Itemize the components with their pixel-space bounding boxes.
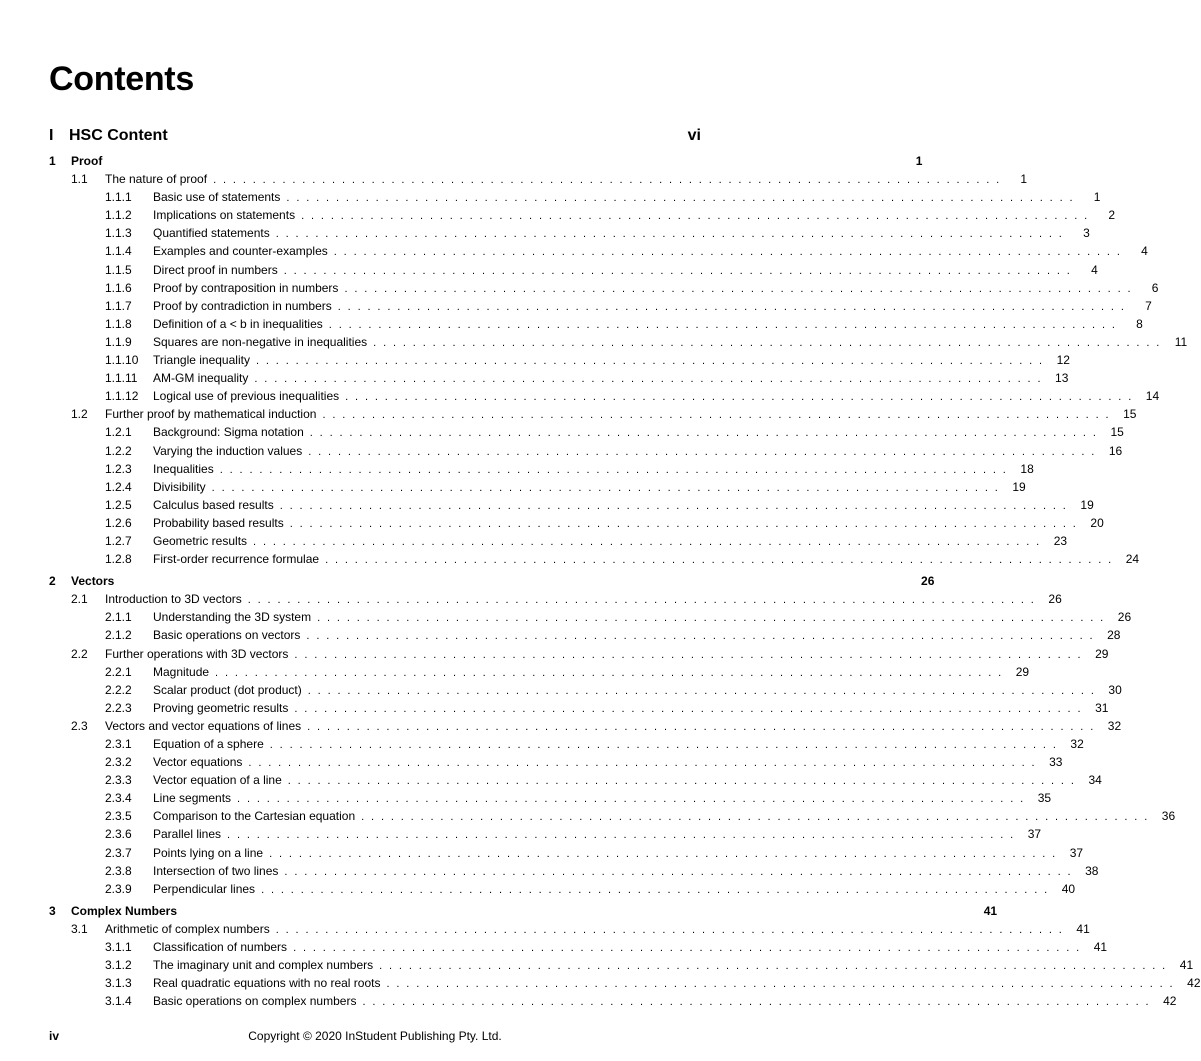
toc-subsection-entry[interactable] — [49, 626, 1121, 644]
toc-chapter-entry[interactable] — [49, 902, 998, 920]
dot-leader: . . . . . . . . . . . . . . . . . . . . . . . . . . . . . . . . . . . . . . . . . . . . . . . . . . . . . . . . . . . . . . . . . . . . . . . . . . . . . . . . — [237, 793, 1026, 806]
toc-subsection-entry[interactable] — [49, 442, 1123, 460]
toc-entry-page: 16 — [1108, 443, 1123, 458]
toc-subsection-entry[interactable] — [49, 242, 1148, 260]
toc-entry-page: 1 — [1093, 190, 1101, 205]
toc-entry-title: Varying the induction values — [153, 443, 303, 458]
toc-entry-title: Background: Sigma notation — [153, 425, 304, 440]
dot-leader: . . . . . . . . . . . . . . . . . . . . . . . . . . . . . . . . . . . . . . . . . . . . . . . . . . . . . . . . . . . . . . . . . . . . . . . . . . . . . . . . — [361, 811, 1150, 824]
toc-entry-number: 3.1 — [71, 921, 88, 936]
toc-entry-title: Calculus based results — [153, 497, 274, 512]
dot-leader: . . . . . . . . . . . . . . . . . . . . . . . . . . . . . . . . . . . . . . . . . . . . . . . . . . . . . . . . . . . . . . . . . . . . . . . . . . . . . . . . — [322, 409, 1111, 422]
toc-entry-number: 2.3.8 — [105, 863, 132, 878]
dot-leader: . . . . . . . . . . . . . . . . . . . . . . . . . . . . . . . . . . . . . . . . . . . . . . . . . . . . . . . . . . . . . . . . . . . . . . . . . . . . . . . . — [286, 192, 1075, 205]
toc-entry-title: Logical use of previous inequalities — [153, 389, 340, 404]
dot-leader: . . . . . . . . . . . . . . . . . . . . . . . . . . . . . . . . . . . . . . . . . . . . . . . . . . . . . . . . . . . . . . . . . . . . . . . . . . . . . . . . — [333, 246, 1122, 259]
toc-subsection-entry[interactable] — [49, 224, 1090, 242]
toc-entry-title: Understanding the 3D system — [153, 610, 312, 625]
toc-entry-page: 41 — [1076, 921, 1090, 936]
toc-entry-number: 2.3.2 — [105, 755, 132, 770]
toc-subsection-entry[interactable] — [49, 333, 1188, 351]
dot-leader: . . . . . . . . . . . . . . . . . . . . . . . . . . . . . . . . . . . . . . . . . . . . . . . . . . . . . . . . . . . . . . . . . . . . . . . . . . . . . . . . — [248, 757, 1037, 770]
toc-entry-title: Implications on statements — [153, 208, 296, 223]
toc-entry-page: 26 — [1048, 592, 1062, 607]
dot-leader: . . . . . . . . . . . . . . . . . . . . . . . . . . . . . . . . . . . . . . . . . . . . . . . . . . . . . . . . . . . . . . . . . . . . . . . . . . . . . . . . — [269, 739, 1058, 751]
toc-entry-title: Vectors — [71, 574, 115, 589]
toc-entry-page: 26 — [1117, 610, 1132, 625]
toc-entry-number: 2.3.5 — [105, 809, 132, 824]
toc-entry-page: 12 — [1056, 353, 1070, 368]
toc-entry-title: Triangle inequality — [153, 353, 250, 368]
toc-subsection-entry[interactable] — [49, 532, 1068, 550]
toc-entry-number: 1.1.10 — [105, 353, 139, 368]
toc-entry-title: Arithmetic of complex numbers — [105, 921, 270, 936]
toc-entry-page: 42 — [1163, 994, 1177, 1009]
dot-leader: . . . . . . . . . . . . . . . . . . . . . . . . . . . . . . . . . . . . . . . . . . . . . . . . . . . . . . . . . . . . . . . . . . . . . . . . . . . . . . . . — [293, 942, 1082, 955]
toc-subsection-entry[interactable] — [49, 880, 1076, 898]
toc-entry-page: 29 — [1015, 664, 1030, 679]
toc-subsection-entry[interactable] — [49, 956, 1194, 974]
toc-entry-title: Basic operations on complex numbers — [153, 994, 357, 1009]
copyright-notice: Copyright © 2020 InStudent Publishing Pty. Ltd. — [248, 1029, 502, 1043]
toc-entry-page: 4 — [1091, 262, 1098, 277]
toc-entry-title: Vectors and vector equations of lines — [105, 718, 302, 733]
dot-leader: . . . . . . . . . . . . . . . . . . . . . . . . . . . . . . . . . . . . . . . . . . . . . . . . . . . . . . . . . . . . . . . . . . . . . . . . . . . . . . . . — [213, 174, 1002, 187]
toc-entry-page: 36 — [1161, 809, 1176, 824]
toc-entry-number: 1.2.2 — [105, 443, 132, 458]
dot-leader: . . . . . . . . . . . . . . . . . . . . . . . . . . . . . . . . . . . . . . . . . . . . . . . . . . . . . . . . . . . . . . . . . . . . . . . . . . . . . . . . — [247, 594, 1036, 607]
dot-leader: . . . . . . . . . . . . . . . . . . . . . . . . . . . . . . . . . . . . . . . . . . . . . . . . . . . . . . . . . . . . . . . . . . . . . . . . . . . . . . . . — [279, 499, 1068, 512]
dot-leader: . . . . . . . . . . . . . . . . . . . . . . . . . . . . . . . . . . . . . . . . . . . . . . . . . . . . . . . . . . . . . . . . . . . . . . . . . . . . . . . . — [294, 702, 1083, 715]
toc-subsection-entry[interactable] — [49, 206, 1116, 224]
toc-entry-number: 1.1.6 — [105, 280, 132, 295]
toc-section-entry[interactable] — [49, 645, 1109, 663]
toc-entry-page: 30 — [1108, 682, 1122, 697]
dot-leader: . . . . . . . . . . . . . . . . . . . . . . . . . . . . . . . . . . . . . . . . . . . . . . . . . . . . . . . . . . . . . . . . . . . . . . . . . . . . . . . . — [325, 554, 1114, 567]
toc-entry-page: 28 — [1107, 628, 1121, 643]
toc-subsection-entry[interactable] — [49, 261, 1098, 279]
toc-entry-page: 20 — [1090, 515, 1104, 530]
toc-entry-number: 2.3.3 — [105, 773, 132, 788]
toc-entry-page: 32 — [1070, 737, 1084, 751]
dot-leader: . . . . . . . . . . . . . . . . . . . . . . . . . . . . . . . . . . . . . . . . . . . . . . . . . . . . . . . . . . . . . . . . . . . . . . . . . . . . . . . . — [362, 996, 1151, 1009]
toc-entry-page: 42 — [1187, 976, 1201, 991]
toc-entry-title: Intersection of two lines — [153, 863, 279, 878]
toc-entry-number: 2.3.7 — [105, 845, 132, 860]
dot-leader: . . . . . . . . . . . . . . . . . . . . . . . . . . . . . . . . . . . . . . . . . . . . . . . . . . . . . . . . . . . . . . . . . . . . . . . . . . . . . . . . — [255, 355, 1044, 368]
toc-subsection-entry[interactable] — [49, 807, 1176, 825]
toc-entry-title: Comparison to the Cartesian equation — [153, 809, 356, 824]
toc-entry-title: Parallel lines — [153, 827, 222, 842]
toc-entry-title: Equation of a sphere — [153, 737, 264, 751]
toc-chapter-entry[interactable] — [49, 152, 923, 170]
toc-entry-number: 1.2.8 — [105, 552, 132, 567]
toc-subsection-entry[interactable] — [49, 974, 1201, 992]
toc-entry-title: AM-GM inequality — [153, 371, 249, 386]
dot-leader: . . . . . . . . . . . . . . . . . . . . . . . . . . . . . . . . . . . . . . . . . . . . . . . . . . . . . . . . . . . . . . . . . . . . . . . . . . . . . . . . — [275, 228, 1064, 241]
toc-entry-number: 1.1.9 — [105, 334, 132, 349]
dot-leader: . . . . . . . . . . . . . . . . . . . . . . . . . . . . . . . . . . . . . . . . . . . . . . . . . . . . . . . . . . . . . . . . . . . . . . . . . . . . . . . . — [287, 775, 1076, 788]
dot-leader: . . . . . . . . . . . . . . . . . . . . . . . . . . . . . . . . . . . . . . . . . . . . . . . . . . . . . . . . . . . . . . . . . . . . . . . . . . . . . . . . — [283, 264, 1072, 277]
toc-subsection-entry[interactable] — [49, 369, 1069, 387]
toc-entry-number: 2.3.9 — [105, 881, 132, 896]
toc-entry-page: 38 — [1085, 863, 1099, 878]
toc-entry-page: 24 — [1125, 552, 1140, 567]
toc-entry-page: 37 — [1069, 845, 1084, 860]
toc-entry-title: Geometric results — [153, 533, 248, 548]
toc-entry-page: 26 — [921, 574, 935, 589]
dot-leader: . . . . . . . . . . . . . . . . . . . . . . . . . . . . . . . . . . . . . . . . . . . . . . . . . . . . . . . . . . . . . . . . . . . . . . . . . . . . . . . . — [294, 648, 1083, 661]
toc-entry-page: 37 — [1027, 827, 1042, 842]
toc-entry-page: 23 — [1053, 533, 1068, 548]
toc-entry-page: 41 — [983, 903, 998, 918]
page-footer — [49, 1029, 701, 1043]
toc-subsection-entry[interactable] — [49, 938, 1108, 956]
toc-entry-title: Basic operations on vectors — [153, 628, 301, 643]
toc-entry-page: 33 — [1049, 755, 1063, 770]
toc-entry-number: 1.1.3 — [105, 226, 132, 241]
toc-entry-page: 8 — [1136, 316, 1143, 331]
toc-entry-page: 2 — [1108, 208, 1116, 223]
toc-entry-page: 40 — [1061, 881, 1076, 896]
toc-entry-page: 13 — [1055, 371, 1069, 386]
toc-subsection-entry[interactable] — [49, 825, 1042, 843]
toc-entry-number: 1.2.4 — [105, 479, 132, 494]
toc-entry-title: Basic use of statements — [153, 190, 281, 205]
part-page: vi — [687, 127, 701, 144]
toc-entry-title: Points lying on a line — [153, 845, 264, 860]
toc-entry-title: Perpendicular lines — [153, 881, 256, 896]
toc-entry-number: 2.1.1 — [105, 610, 132, 625]
dot-leader: . . . . . . . . . . . . . . . . . . . . . . . . . . . . . . . . . . . . . . . . . . . . . . . . . . . . . . . . . . . . . . . . . . . . . . . . . . . . . . . . — [386, 978, 1175, 991]
toc-entry-number: 3.1.3 — [105, 976, 132, 991]
toc-entry-number: 1 — [49, 154, 56, 168]
part-heading — [49, 127, 701, 145]
dot-leader: . . . . . . . . . . . . . . . . . . . . . . . . . . . . . . . . . . . . . . . . . . . . . . . . . . . . . . . . . . . . . . . . . . . . . . . . . . . . . . . . — [275, 923, 1064, 936]
toc-entry-title: Further proof by mathematical induction — [105, 407, 317, 422]
dot-leader: . . . . . . . . . . . . . . . . . . . . . . . . . . . . . . . . . . . . . . . . . . . . . . . . . . . . . . . . . . . . . . . . . . . . . . . . . . . . . . . . — [344, 282, 1133, 295]
dot-leader: . . . . . . . . . . . . . . . . . . . . . . . . . . . . . . . . . . . . . . . . . . . . . . . . . . . . . . . . . . . . . . . . . . . . . . . . . . . . . . . . — [253, 535, 1042, 548]
toc-entry-page: 19 — [1012, 479, 1026, 494]
dot-leader: . . . . . . . . . . . . . . . . . . . . . . . . . . . . . . . . . . . . . . . . . . . . . . . . . . . . . . . . . . . . . . . . . . . . . . . . . . . . . . . . — [219, 463, 1008, 476]
toc-entry-title: Classification of numbers — [153, 940, 288, 955]
toc-entry-number: 3.1.2 — [105, 958, 132, 973]
toc-entry-page: 3 — [1083, 226, 1090, 241]
toc-entry-title: Complex Numbers — [71, 903, 178, 918]
toc-subsection-entry[interactable] — [49, 315, 1143, 333]
toc-entry-page: 35 — [1037, 791, 1052, 806]
toc-entry-number: 1.2.1 — [105, 425, 132, 440]
toc-entry-number: 1.1 — [71, 172, 88, 187]
toc-subsection-entry[interactable] — [49, 351, 1070, 369]
dot-leader: . . . . . . . . . . . . . . . . . . . . . . . . . . . . . . . . . . . . . . . . . . . . . . . . . . . . . . . . . . . . . . . . . . . . . . . . . . . . . . . . — [337, 300, 1126, 313]
dot-leader: . . . . . . . . . . . . . . . . . . . . . . . . . . . . . . . . . . . . . . . . . . . . . . . . . . . . . . . . . . . . . . . . . . . . . . . . . . . . . . . . — [317, 612, 1106, 625]
toc-entry-title: Direct proof in numbers — [153, 262, 278, 277]
toc-entry-number: 3.1.1 — [105, 940, 132, 955]
toc-entry-page: 7 — [1145, 298, 1152, 313]
dot-leader: . . . . . . . . . . . . . . . . . . . . . . . . . . . . . . . . . . . . . . . . . . . . . . . . . . . . . . . . . . . . . . . . . . . . . . . . . . . . . . . . — [269, 847, 1058, 860]
toc-entry-title: Proof — [71, 154, 103, 168]
toc-entry-number: 2.3 — [71, 718, 88, 733]
toc-entry-page: 41 — [1179, 958, 1194, 973]
toc-entry-title: Definition of a < b in inequalities — [153, 316, 323, 331]
toc-subsection-entry[interactable] — [49, 992, 1177, 1010]
toc-entry-number: 1.1.2 — [105, 208, 132, 223]
dot-leader: . . . . . . . . . . . . . . . . . . . . . . . . . . . . . . . . . . . . . . . . . . . . . . . . . . . . . . . . . . . . . . . . . . . . . . . . . . . . . . . . — [328, 318, 1117, 331]
toc-entry-number: 2.3.4 — [105, 791, 132, 806]
toc-entry-number: 1.1.4 — [105, 244, 132, 259]
toc-section-entry[interactable] — [49, 717, 1122, 735]
dot-leader: . . . . . . . . . . . . . . . . . . . . . . . . . . . . . . . . . . . . . . . . . . . . . . . . . . . . . . . . . . . . . . . . . . . . . . . . . . . . . . . . — [307, 684, 1096, 697]
toc-subsection-entry[interactable] — [49, 789, 1052, 807]
toc-entry-page: 15 — [1123, 407, 1137, 422]
toc-entry-page: 41 — [1093, 940, 1108, 955]
toc-entry-title: Line segments — [153, 791, 232, 806]
toc-subsection-entry[interactable] — [49, 862, 1099, 880]
toc-entry-number: 1.1.12 — [105, 389, 139, 404]
toc-entry-title: Squares are non-negative in inequalities — [153, 334, 368, 349]
toc-subsection-entry[interactable] — [49, 844, 1084, 862]
toc-entry-number: 1.1.8 — [105, 316, 132, 331]
toc-entry-page: 4 — [1141, 244, 1148, 259]
toc-section-entry[interactable] — [49, 405, 1137, 423]
toc-subsection-entry[interactable] — [49, 735, 1084, 753]
toc-entry-number: 1.1.1 — [105, 190, 132, 205]
dot-leader: . . . . . . . . . . . . . . . . . . . . . . . . . . . . . . . . . . . . . . . . . . . . . . . . . . . . . . . . . . . . . . . . . . . . . . . . . . . . . . . . — [211, 481, 1000, 494]
toc-subsection-entry[interactable] — [49, 663, 1030, 681]
dot-leader: . . . . . . . . . . . . . . . . . . . . . . . . . . . . . . . . . . . . . . . . . . . . . . . . . . . . . . . . . . . . . . . . . . . . . . . . . . . . . . . . — [345, 391, 1134, 404]
toc-entry-number: 1.2.6 — [105, 515, 132, 530]
table-of-contents — [49, 152, 1201, 1010]
toc-entry-title: The imaginary unit and complex numbers — [153, 958, 374, 973]
toc-entry-number: 2.1 — [71, 592, 88, 607]
toc-entry-number: 2 — [49, 574, 56, 589]
toc-entry-page: 31 — [1095, 700, 1109, 715]
toc-subsection-entry[interactable] — [49, 608, 1132, 626]
toc-entry-title: Vector equations — [153, 755, 243, 770]
toc-entry-title: Inequalities — [153, 461, 214, 476]
toc-entry-page: 6 — [1151, 280, 1159, 295]
toc-entry-number: 1.2 — [71, 407, 88, 422]
toc-entry-number: 1.2.7 — [105, 533, 132, 548]
dot-leader: . . . . . . . . . . . . . . . . . . . . . . . . . . . . . . . . . . . . . . . . . . . . . . . . . . . . . . . . . . . . . . . . . . . . . . . . . . . . . . . . — [284, 865, 1073, 878]
toc-entry-title: Vector equation of a line — [153, 773, 282, 788]
dot-leader: . . . . . . . . . . . . . . . . . . . . . . . . . . . . . . . . . . . . . . . . . . . . . . . . . . . . . . . . . . . . . . . . . . . . . . . . . . . . . . . . — [301, 210, 1090, 223]
toc-entry-page: 11 — [1174, 334, 1188, 349]
toc-entry-title: Examples and counter-examples — [153, 244, 328, 259]
toc-subsection-entry[interactable] — [49, 550, 1140, 568]
toc-entry-title: Scalar product (dot product) — [153, 682, 302, 697]
toc-subsection-entry[interactable] — [49, 460, 1034, 478]
toc-entry-page: 29 — [1095, 646, 1109, 661]
toc-entry-number: 1.1.7 — [105, 298, 132, 313]
toc-entry-title: Proving geometric results — [153, 700, 289, 715]
toc-entry-number: 1.1.5 — [105, 262, 132, 277]
toc-entry-title: Proof by contraposition in numbers — [153, 280, 339, 295]
toc-entry-number: 1.2.3 — [105, 461, 132, 476]
toc-chapter-entry[interactable] — [49, 572, 935, 590]
toc-entry-number: 1.2.5 — [105, 497, 132, 512]
toc-subsection-entry[interactable] — [49, 514, 1104, 532]
toc-entry-page: 18 — [1020, 461, 1034, 476]
toc-subsection-entry[interactable] — [49, 771, 1102, 789]
dot-leader: . . . . . . . . . . . . . . . . . . . . . . . . . . . . . . . . . . . . . . . . . . . . . . . . . . . . . . . . . . . . . . . . . . . . . . . . . . . . . . . . — [227, 829, 1016, 842]
dot-leader: . . . . . . . . . . . . . . . . . . . . . . . . . . . . . . . . . . . . . . . . . . . . . . . . . . . . . . . . . . . . . . . . . . . . . . . . . . . . . . . . — [308, 445, 1097, 458]
toc-entry-page: 19 — [1080, 497, 1094, 512]
toc-entry-number: 2.3.6 — [105, 827, 132, 842]
toc-entry-number: 1.1.11 — [105, 371, 138, 386]
toc-entry-number: 2.2.2 — [105, 682, 132, 697]
toc-entry-page: 1 — [915, 154, 923, 168]
toc-subsection-entry[interactable] — [49, 699, 1109, 717]
toc-entry-number: 2.2.1 — [105, 664, 132, 679]
toc-entry-number: 2.1.2 — [105, 628, 132, 643]
toc-subsection-entry[interactable] — [49, 387, 1160, 405]
dot-leader: . . . . . . . . . . . . . . . . . . . . . . . . . . . . . . . . . . . . . . . . . . . . . . . . . . . . . . . . . . . . . . . . . . . . . . . . . . . . . . . . — [261, 883, 1050, 896]
part-number: I — [49, 127, 54, 144]
toc-subsection-entry[interactable] — [49, 496, 1094, 514]
toc-subsection-entry[interactable] — [49, 188, 1101, 206]
dot-leader: . . . . . . . . . . . . . . . . . . . . . . . . . . . . . . . . . . . . . . . . . . . . . . . . . . . . . . . . . . . . . . . . . . . . . . . . . . . . . . . . — [307, 720, 1096, 733]
dot-leader: . . . . . . . . . . . . . . . . . . . . . . . . . . . . . . . . . . . . . . . . . . . . . . . . . . . . . . . . . . . . . . . . . . . . . . . . . . . . . . . . — [289, 517, 1078, 530]
toc-section-entry[interactable] — [49, 170, 1028, 188]
toc-entry-title: Proof by contradiction in numbers — [153, 298, 332, 313]
toc-entry-page: 14 — [1145, 389, 1160, 404]
toc-entry-number: 2.2 — [71, 646, 88, 661]
toc-subsection-entry[interactable] — [49, 297, 1152, 315]
toc-subsection-entry[interactable] — [49, 423, 1124, 441]
part-title: HSC Content — [69, 127, 168, 144]
toc-section-entry[interactable] — [49, 920, 1090, 938]
dot-leader: . . . . . . . . . . . . . . . . . . . . . . . . . . . . . . . . . . . . . . . . . . . . . . . . . . . . . . . . . . . . . . . . . . . . . . . . . . . . . . . . — [306, 630, 1095, 643]
toc-entry-number: 3 — [49, 903, 56, 918]
page-title: Contents — [49, 60, 194, 98]
toc-entry-page: 32 — [1107, 718, 1122, 733]
toc-entry-page: 34 — [1088, 773, 1102, 788]
toc-entry-title: Magnitude — [153, 664, 210, 679]
toc-entry-page: 15 — [1110, 425, 1124, 440]
toc-entry-title: Quantified statements — [153, 226, 270, 241]
toc-entry-title: Real quadratic equations with no real roots — [153, 976, 381, 991]
toc-entry-title: First-order recurrence formulae — [153, 552, 320, 567]
toc-subsection-entry[interactable] — [49, 478, 1026, 496]
toc-entry-number: 2.2.3 — [105, 700, 132, 715]
toc-entry-page: 1 — [1020, 172, 1028, 187]
toc-subsection-entry[interactable] — [49, 681, 1122, 699]
toc-entry-number: 2.3.1 — [105, 737, 132, 751]
toc-entry-title: Divisibility — [153, 479, 206, 494]
toc-entry-number: 3.1.4 — [105, 994, 132, 1009]
dot-leader: . . . . . . . . . . . . . . . . . . . . . . . . . . . . . . . . . . . . . . . . . . . . . . . . . . . . . . . . . . . . . . . . . . . . . . . . . . . . . . . . — [215, 666, 1004, 679]
toc-entry-title: Further operations with 3D vectors — [105, 646, 289, 661]
toc-entry-title: The nature of proof — [105, 172, 208, 187]
dot-leader: . . . . . . . . . . . . . . . . . . . . . . . . . . . . . . . . . . . . . . . . . . . . . . . . . . . . . . . . . . . . . . . . . . . . . . . . . . . . . . . . — [309, 427, 1098, 440]
toc-entry-title: Probability based results — [153, 515, 284, 530]
toc-entry-title: Introduction to 3D vectors — [105, 592, 242, 607]
toc-subsection-entry[interactable] — [49, 753, 1063, 771]
dot-leader: . . . . . . . . . . . . . . . . . . . . . . . . . . . . . . . . . . . . . . . . . . . . . . . . . . . . . . . . . . . . . . . . . . . . . . . . . . . . . . . . — [373, 336, 1162, 349]
toc-subsection-entry[interactable] — [49, 279, 1159, 297]
footer-page-number: iv — [49, 1029, 60, 1043]
dot-leader: . . . . . . . . . . . . . . . . . . . . . . . . . . . . . . . . . . . . . . . . . . . . . . . . . . . . . . . . . . . . . . . . . . . . . . . . . . . . . . . . — [379, 960, 1168, 973]
dot-leader: . . . . . . . . . . . . . . . . . . . . . . . . . . . . . . . . . . . . . . . . . . . . . . . . . . . . . . . . . . . . . . . . . . . . . . . . . . . . . . . . — [254, 373, 1043, 386]
toc-section-entry[interactable] — [49, 590, 1062, 608]
